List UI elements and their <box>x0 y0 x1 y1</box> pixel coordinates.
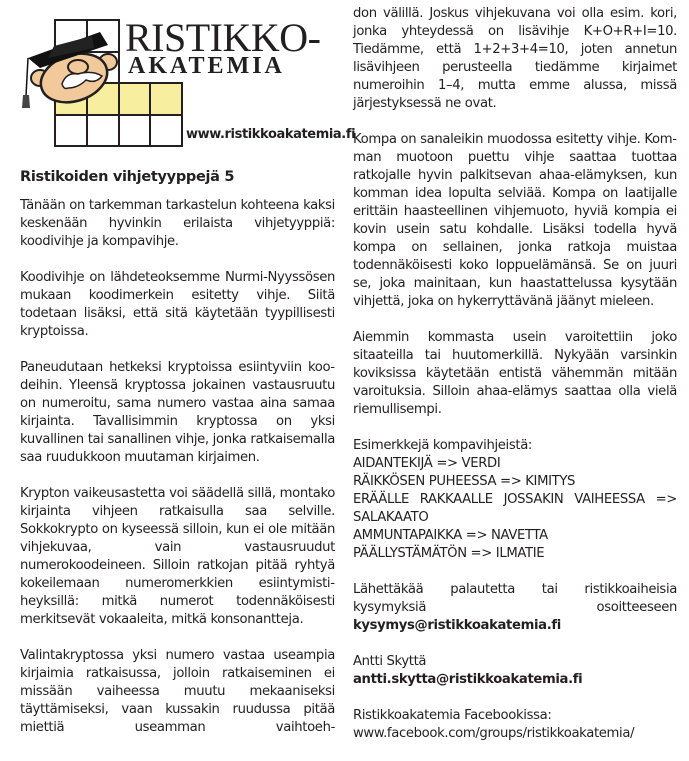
example-item: ERÄÄLLE RAKKAALLE JOSSAKIN VAIHEESSA => <box>353 492 677 507</box>
paragraph-intro: Tänään on tarkemman tarkastelun kohteena kaksi keskenään hyvinkin erilaista vihjetyyppiä: koodivihje ja kompavihje. <box>20 198 335 249</box>
facebook-label: Ristikkoakatemia Facebookissa: <box>353 708 552 723</box>
right-column <box>353 5 677 761</box>
author-block <box>353 653 677 689</box>
paragraph-valintakrypto: Valintakryptossa yksi numero vastaa useampia kirjaimia ratkaisussa, jolloin ratkaiseminen ei missään vaiheessa muutu mekaaniseksi täyttämiseksi, vaan kussakin ruudussa pitää miettiä useamman vaihtoeh- <box>20 648 335 735</box>
examples-block <box>353 437 677 563</box>
paragraph-vaikeusaste: Krypton vaikeusastetta voi säädellä sillä, montako kirjainta vihjeen ratkaisulla saa selville. Sokkokrypto on kyseessä silloin, kun ei ole mitään vihjekuvaa, vain vastausruudut numerokoodeineen. Silloin ratkojan pitää ryhtyä kokeilemaan numeromerkkien esiintymistiheyksillä: mitkä numerot todennäköisesti merkitsevät vokaaleita, mitkä konsonantteja. <box>20 486 335 627</box>
example-item: AMMUNTAPAIKKA => NAVETTA <box>353 528 548 543</box>
example-item: RÄIKKÖSEN PUHEESSA => KIMITYS <box>353 474 576 489</box>
feedback-email-link[interactable]: kysymys@ristikkoakatemia.fi <box>353 618 561 633</box>
paragraph-continuation: don välillä. Joskus vihjekuvana voi olla esim. kori, jonka yhteydessä on lisävihje K+O+R+I=10. Tiedämme, että 1+2+3+4=10, joten annetun lisävihjeen perusteella tiedämme kirjaimet numeroihin 1–4, mutta emme alussa, missä järjestyksessä ne ovat. <box>353 6 677 111</box>
left-column <box>20 197 335 755</box>
feedback-text: Lähettäkää palautetta tai ristikkoaiheisia kysymyksiä osoitteeseen <box>353 582 677 615</box>
facebook-url-link[interactable]: www.facebook.com/groups/ristikkoakatemia/ <box>353 726 635 741</box>
article-title: Ristikoiden vihjetyyppejä 5 <box>20 169 235 185</box>
logo-title-line1: RISTIKKO- <box>125 15 321 60</box>
website-url[interactable]: www.ristikkoakatemia.fi <box>186 127 356 142</box>
paragraph-koodivihje: Koodivihje on lähdeteoksemme Nurmi-Nyyssösen mukaan koodimerkein esitetty vihje. Siitä todetaan lisäksi, että sitä käytetään tyypillisesti kryptoissa. <box>20 270 335 339</box>
examples-heading: Esimerkkejä kompavihjeistä: <box>353 438 533 453</box>
feedback-paragraph <box>353 581 677 635</box>
example-item: SALAKAATO <box>353 510 429 525</box>
paragraph-kompa: Kompa on sanaleikin muodossa esitetty vihje. Komman muotoon puettu vihje saattaa tuottaa ratkojalle hyvin palkitsevan ahaa-elämyksen, kun komman idea lopulta selviää. Kompa on laatijalle erittäin haasteellinen vihjemuoto, hyviä kompia ei kovin usein satu kohdalle. Lisäksi todella hyvä kompa on sellainen, jonka ratkoja muistaa todennäköisesti koko loppuelämänsä. Se on juuri se, joka mainitaan, kun haastattelussa kysytään vihjettä, joka on hykerryttävänä jäänyt mieleen. <box>353 132 677 309</box>
facebook-block <box>353 707 677 743</box>
example-item: AIDANTEKIJÄ => VERDI <box>353 456 501 471</box>
paragraph-kryptot: Paneudutaan hetkeksi kryptoissa esiintyviin koodeihin. Yleensä kryptossa jokainen vastausruutu on numeroitu, sama numero vastaa aina samaa kirjainta. Tavallisimmin kryptossa on yksi kuvallinen tai sanallinen vihje, jonka ratkaisemalla saa ruudukkoon muutaman kirjaimen. <box>20 360 335 465</box>
example-item: PÄÄLLYSTÄMÄTÖN => ILMATIE <box>353 546 545 561</box>
logo-title-line2: AKATEMIA <box>128 53 285 79</box>
author-email-link[interactable]: antti.skytta@ristikkoakatemia.fi <box>353 672 583 687</box>
paragraph-varoitus: Aiemmin kommasta usein varoitettiin joko sitaateilla tai huutomerkillä. Nykyään varsinkin koviksissa käytetään entistä vähemmän mitään varoituksia. Silloin ahaa-elämys saattaa olla vielä riemullisempi. <box>353 330 677 417</box>
author-name: Antti Skyttä <box>353 654 427 669</box>
